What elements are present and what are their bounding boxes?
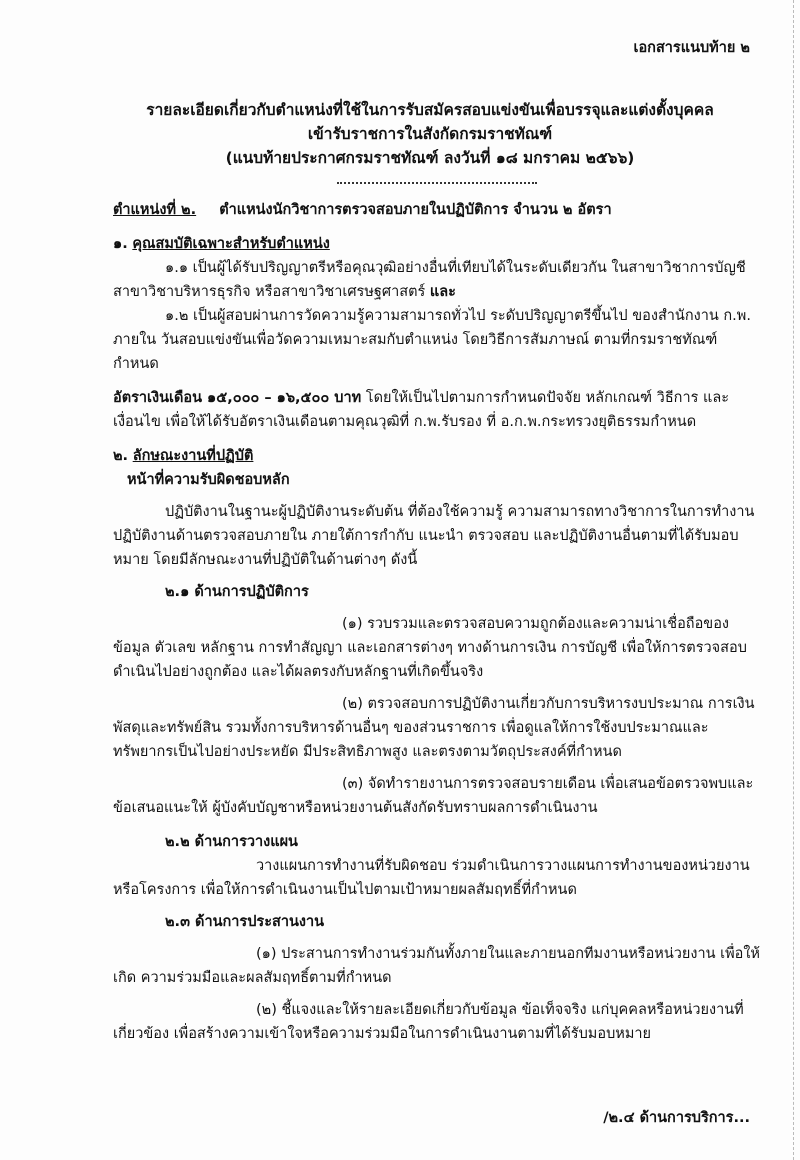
paragraph-1-1 bbox=[113, 256, 760, 304]
text: ปฏิบัติงานในฐานะผู้ปฏิบัติงานระดับต้น ที่ต้องใช้ความรู้ ความสามารถทางวิชาการในการทำงาน bbox=[165, 504, 755, 520]
text: การทำสัญญา และเอกสารต่างๆ ทางด้านการเงิน การบัญชี เพื่อให้การตรวจสอบดำเนินไปอย่างถูกต้อง bbox=[113, 640, 747, 680]
section1-heading-line bbox=[113, 232, 760, 256]
title-line-1: รายละเอียดเกี่ยวกับตำแหน่งที่ใช้ในการรับสมัครสอบแข่งขันเพื่อบรรจุและแต่งตั้งบุคคล bbox=[146, 101, 714, 119]
text: โดยมีลักษณะงานที่ปฏิบัติในด้านต่างๆ ดังนี้ bbox=[153, 552, 418, 568]
text: (๒) ตรวจสอบการปฏิบัติงานเกี่ยวกับการบริหารงบประมาณ การเงิน พัสดุและทรัพย์สิน bbox=[113, 696, 755, 736]
paragraph-1-2 bbox=[113, 304, 760, 376]
section2-subheading: หน้าที่ความรับผิดชอบหลัก bbox=[127, 472, 290, 488]
text: (๒) ชี้แจงและให้รายละเอียดเกี่ยวกับข้อมูล ข้อเท็จจริง แก่บุคคลหรือหน่วยงานที่เกี่ยวข้อง bbox=[113, 1002, 744, 1042]
title-line-2: เข้ารับราชการในสังกัดกรมราชทัณฑ์ bbox=[307, 125, 553, 143]
item-2-3-2 bbox=[113, 998, 760, 1046]
item-2-3-1 bbox=[113, 942, 760, 990]
salary-paragraph bbox=[113, 386, 760, 434]
continuation-note: /๒.๔ ด้านการบริการ... bbox=[603, 1110, 750, 1126]
position-line bbox=[113, 198, 760, 222]
title-line-3: (แนบท้ายประกาศกรมราชทัณฑ์ ลงวันที่ ๑๘ มกราคม ๒๕๖๖) bbox=[225, 149, 635, 167]
salary-range: อัตราเงินเดือน ๑๕,๐๐๐ – ๑๖,๕๐๐ บาท bbox=[113, 390, 362, 406]
text: ความร่วมมือและผลสัมฤทธิ์ตามที่กำหนด bbox=[140, 970, 392, 986]
text: ๑.๑ เป็นผู้ได้รับปริญญาตรีหรือคุณวุฒิอย่างอื่นที่เทียบได้ในระดับเดียวกัน ในสาขาวิชาการบัญชี bbox=[165, 260, 746, 276]
text: มีประสิทธิภาพสูง และตรงตามวัตถุประสงค์ที่กำหนด bbox=[302, 744, 622, 760]
text: ปฏิบัติงานด้านตรวจสอบภายใน ภายใต้การกำกับ แนะนำ ตรวจสอบ และปฏิบัติงานอื่นตามที่ได้รับมอบหมาย bbox=[113, 528, 739, 568]
text: รวมทั้งการบริหารด้านอื่นๆ ของส่วนราชการ เพื่อดูแลให้การใช้งบประมาณและทรัพยากรเป็นไปอย่างประหยัด bbox=[113, 720, 709, 760]
text: เพื่อให้ได้รับอัตราเงินเดือนตามคุณวุฒิที่ ก.พ.รับรอง ที่ อ.ก.พ.กระทรวงยุติธรรมกำหนด bbox=[165, 414, 697, 430]
item-2-1-2 bbox=[113, 692, 760, 764]
section2-intro bbox=[113, 500, 760, 572]
section1-heading: คุณสมบัติเฉพาะสำหรับตำแหน่ง bbox=[132, 236, 330, 252]
attachment-label: เอกสารแนบท้าย ๒ bbox=[633, 40, 750, 56]
text-bold: และ bbox=[429, 284, 456, 300]
subsection-2-3-heading: ๒.๓ ด้านการประสานงาน bbox=[165, 914, 325, 930]
section2-heading: ลักษณะงานที่ปฏิบัติ bbox=[132, 448, 254, 464]
subsection-2-1-heading: ๒.๑ ด้านการปฏิบัติการ bbox=[165, 584, 309, 600]
text: เพื่อสร้างความเข้าใจหรือความร่วมมือในการดำเนินงานตามที่ได้รับมอบหมาย bbox=[173, 1026, 652, 1042]
scan-edge bbox=[792, 0, 794, 1160]
section2-heading-line bbox=[113, 444, 760, 468]
divider bbox=[337, 182, 537, 184]
section1-num: ๑. bbox=[113, 236, 128, 252]
paragraph-2-2 bbox=[113, 854, 760, 902]
text: สาขาวิชาบริหารธุรกิจ หรือสาขาวิชาเศรษฐศาสตร์ bbox=[113, 284, 426, 300]
text: (๑) ประสานการทำงานร่วมกันทั้งภายในและภายนอกทีมงานหรือหน่วยงาน เพื่อให้เกิด bbox=[113, 946, 760, 986]
text: (๓) จัดทำรายงานการตรวจสอบรายเดือน เพื่อเสนอข้อตรวจพบและข้อเสนอแนะให้ bbox=[113, 776, 754, 816]
subsection-2-2-heading: ๒.๒ ด้านการวางแผน bbox=[165, 834, 298, 850]
text: ๑.๒ เป็นผู้สอบผ่านการวัดความรู้ความสามารถทั่วไป ระดับปริญญาตรีขึ้นไป ของสำนักงาน ก.พ. ภายใน bbox=[113, 308, 751, 348]
text: เพื่อให้การดำเนินงานเป็นไปตามเป้าหมายผลสัมฤทธิ์ที่กำหนด bbox=[200, 882, 577, 898]
text: (๑) รวบรวมและตรวจสอบความถูกต้องและความน่าเชื่อถือของข้อมูล ตัวเลข หลักฐาน bbox=[113, 616, 729, 656]
section2-num: ๒. bbox=[113, 448, 129, 464]
position-text: ตำแหน่งนักวิชาการตรวจสอบภายในปฏิบัติการ จำนวน ๒ อัตรา bbox=[219, 202, 612, 218]
text: วางแผนการทำงานที่รับผิดชอบ ร่วมดำเนินการวางแผนการทำงานของหน่วยงานหรือโครงการ bbox=[113, 858, 750, 898]
text: โดยให้เป็นไปตามการกำหนดปัจจัย หลักเกณฑ์ วิธีการ และเงื่อนไข bbox=[113, 390, 730, 430]
item-2-1-3 bbox=[113, 772, 760, 820]
position-label: ตำแหน่งที่ ๒. bbox=[113, 202, 197, 218]
text: ผู้บังคับบัญชาหรือหน่วยงานต้นสังกัดรับทราบผลการดำเนินงาน bbox=[212, 800, 598, 816]
item-2-1-1 bbox=[113, 612, 760, 684]
text: วันสอบแข่งขันเพื่อวัดความเหมาะสมกับตำแหน่ง โดยวิธีการสัมภาษณ์ ตามที่กรมราชทัณฑ์กำหนด bbox=[113, 332, 718, 372]
text: และได้ผลตรงกับหลักฐานที่เกิดขึ้นจริง bbox=[251, 664, 484, 680]
